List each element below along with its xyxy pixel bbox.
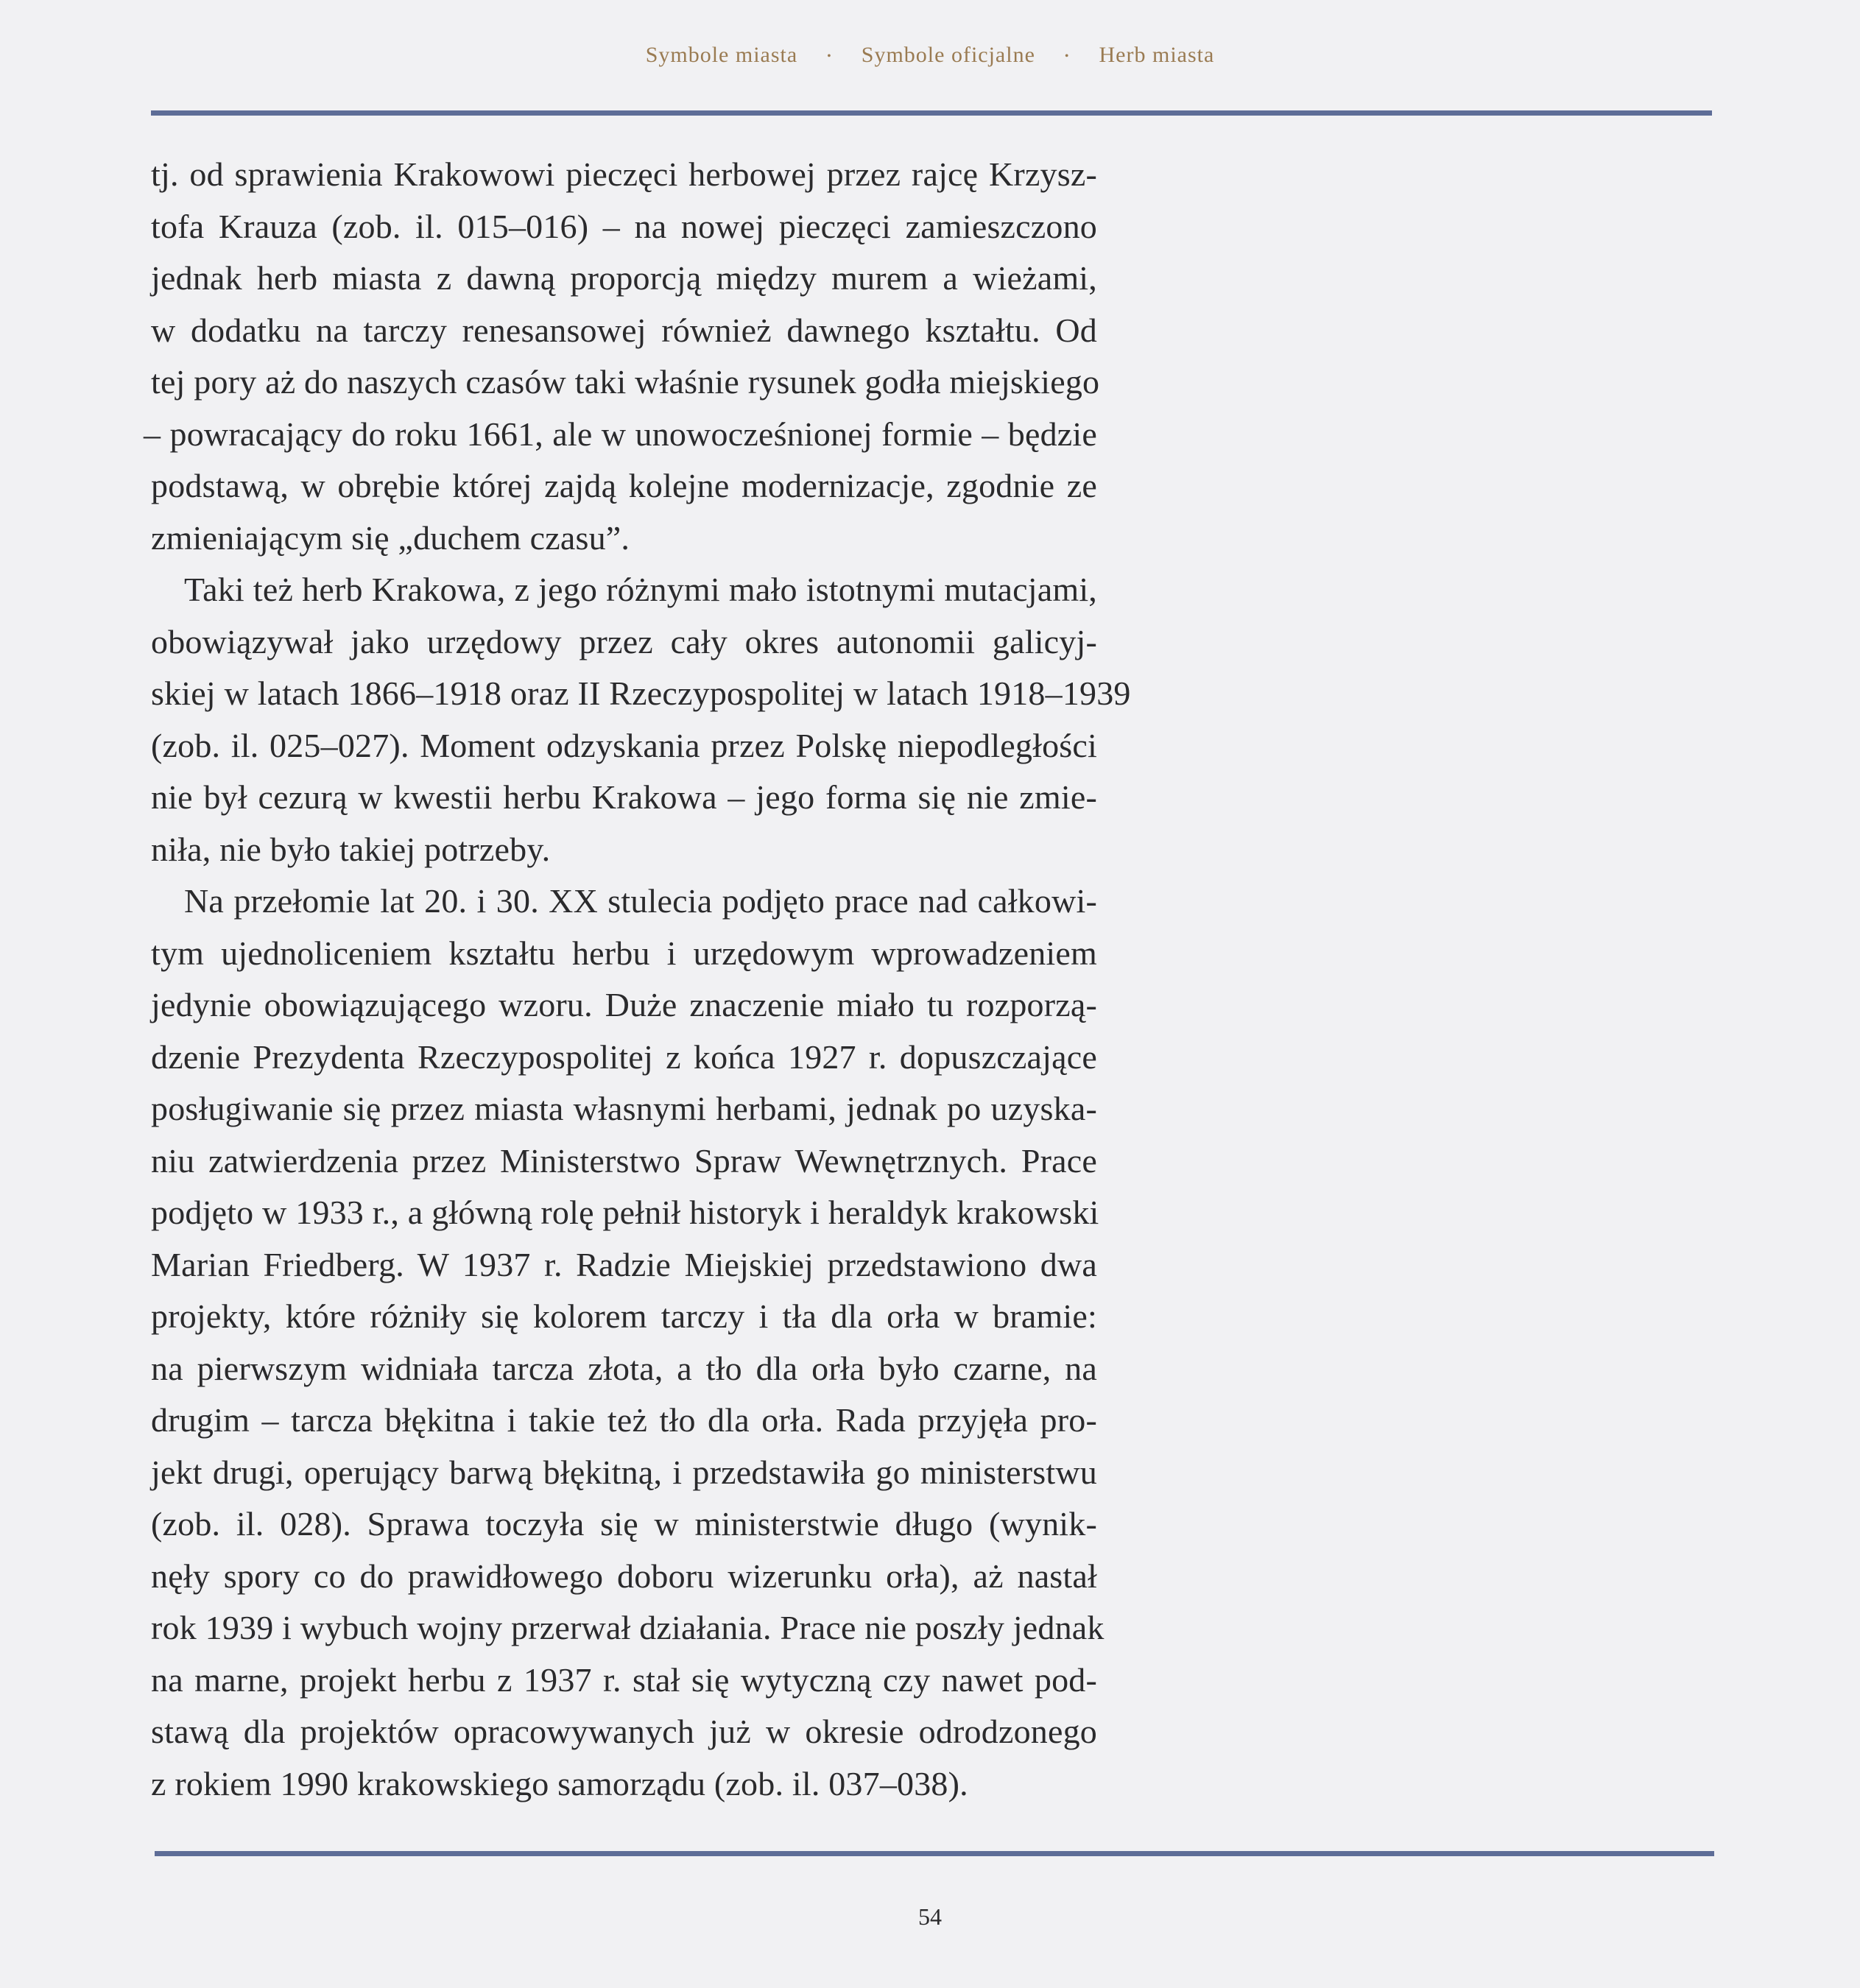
text-line: (zob. il. 025–027). Moment odzyskania przez Polskę niepodległości bbox=[151, 726, 1097, 764]
text-line: (zob. il. 028). Sprawa toczyła się w ministerstwie długo (wynik- bbox=[151, 1505, 1097, 1543]
text-line: tym ujednoliceniem kształtu herbu i urzędowym wprowadzeniem bbox=[151, 934, 1097, 972]
text-line: – powracający do roku 1661, ale w unowocześnionej formie – będzie bbox=[144, 415, 1097, 453]
header-crumb-symbole-miasta: Symbole miasta bbox=[645, 43, 798, 67]
running-header bbox=[0, 43, 1860, 68]
text-line: zmieniającym się „duchem czasu”. bbox=[151, 518, 630, 557]
text-line: jednak herb miasta z dawną proporcją między murem a wieżami, bbox=[151, 259, 1097, 297]
header-crumb-herb-miasta: Herb miasta bbox=[1099, 43, 1215, 67]
header-separator-icon: • bbox=[827, 50, 832, 63]
page-number: 54 bbox=[918, 1903, 942, 1930]
header-separator-icon: • bbox=[1064, 50, 1070, 63]
text-line: podjęto w 1933 r., a główną rolę pełnił historyk i heraldyk krakowski bbox=[151, 1194, 1099, 1231]
text-line: dzenie Prezydenta Rzeczypospolitej z końca 1927 r. dopuszczające bbox=[151, 1037, 1097, 1076]
text-line: nie był cezurą w kwestii herbu Krakowa – jego forma się nie zmie- bbox=[151, 778, 1097, 816]
text-line: niła, nie było takiej potrzeby. bbox=[151, 830, 551, 868]
text-line: Taki też herb Krakowa, z jego różnymi mało istotnymi mutacjami, bbox=[184, 571, 1097, 608]
text-line: projekty, które różniły się kolorem tarczy i tła dla orła w bramie: bbox=[151, 1297, 1097, 1335]
text-line: niu zatwierdzenia przez Ministerstwo Spraw Wewnętrznych. Prace bbox=[151, 1141, 1097, 1180]
text-line: tj. od sprawienia Krakowowi pieczęci herbowej przez rajcę Krzysz- bbox=[151, 155, 1097, 193]
text-line: stawą dla projektów opracowywanych już w okresie odrodzonego bbox=[151, 1713, 1097, 1750]
body-text bbox=[144, 149, 1131, 1810]
text-line: na pierwszym widniała tarcza złota, a tło dla orła było czarne, na bbox=[151, 1349, 1097, 1387]
text-line: posługiwanie się przez miasta własnymi herbami, jednak po uzyska- bbox=[151, 1090, 1097, 1127]
text-line: Na przełomie lat 20. i 30. XX stulecia podjęto prace nad całkowi- bbox=[184, 882, 1097, 920]
text-line: rok 1939 i wybuch wojny przerwał działania. Prace nie poszły jednak bbox=[151, 1609, 1105, 1646]
text-line: tej pory aż do naszych czasów taki właśnie rysunek godła miejskiego bbox=[151, 363, 1100, 401]
text-line: skiej w latach 1866–1918 oraz II Rzeczypospolitej w latach 1918–1939 bbox=[151, 674, 1131, 712]
text-line: tofa Krauza (zob. il. 015–016) – na nowej pieczęci zamieszczono bbox=[151, 207, 1097, 245]
text-line: podstawą, w obrębie której zajdą kolejne modernizacje, zgodnie ze bbox=[151, 467, 1097, 504]
text-line: Marian Friedberg. W 1937 r. Radzie Miejskiej przedstawiono dwa bbox=[151, 1245, 1097, 1283]
text-line: na marne, projekt herbu z 1937 r. stał się wytyczną czy nawet pod- bbox=[151, 1660, 1097, 1699]
text-line: drugim – tarcza błękitna i takie też tło dla orła. Rada przyjęła pro- bbox=[151, 1401, 1097, 1439]
text-line: w dodatku na tarczy renesansowej również dawnego kształtu. Od bbox=[151, 311, 1097, 349]
text-line: obowiązywał jako urzędowy przez cały okres autonomii galicyj- bbox=[151, 622, 1097, 660]
text-line: nęły spory co do prawidłowego doboru wizerunku orła), aż nastał bbox=[151, 1557, 1097, 1595]
text-line: jekt drugi, operujący barwą błękitną, i przedstawiła go ministerstwu bbox=[151, 1453, 1097, 1491]
text-line: jedynie obowiązującego wzoru. Duże znaczenie miało tu rozporzą- bbox=[151, 986, 1097, 1023]
text-line: z rokiem 1990 krakowskiego samorządu (zob. il. 037–038). bbox=[151, 1764, 968, 1802]
header-rule bbox=[151, 110, 1712, 116]
header-crumb-symbole-oficjalne: Symbole oficjalne bbox=[861, 43, 1035, 67]
footer-rule bbox=[155, 1851, 1714, 1856]
